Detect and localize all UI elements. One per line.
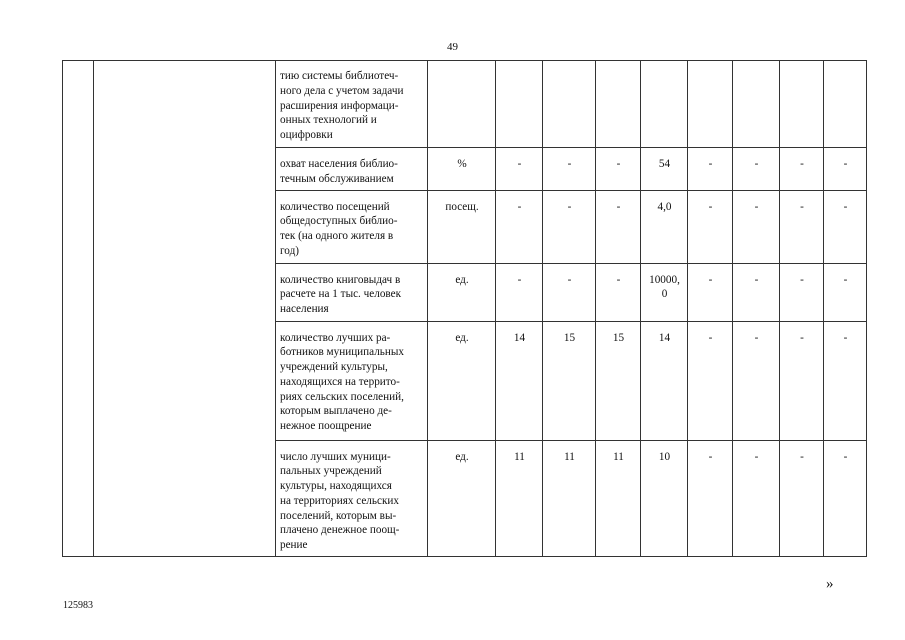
indicator-cell: тию системы библиотеч- ного дела с учетом задачи расширения информаци- онных технологий и оцифровки <box>276 61 428 148</box>
indicator-cell: количество посещений общедоступных библио- тек (на одного жителя в год) <box>276 190 428 263</box>
indicators-table <box>62 60 867 557</box>
value-cell: - <box>780 321 824 440</box>
value-cell: - <box>733 321 780 440</box>
value-cell: - <box>780 440 824 556</box>
value-cell: 10000, 0 <box>641 263 688 321</box>
value-cell: - <box>688 440 733 556</box>
value-cell: - <box>824 148 867 191</box>
value-cell: - <box>543 190 596 263</box>
value-cell: 11 <box>596 440 641 556</box>
unit-cell: ед. <box>428 263 496 321</box>
value-cell: - <box>543 263 596 321</box>
table-body <box>63 61 867 557</box>
value-cell: - <box>733 263 780 321</box>
value-cell <box>688 61 733 148</box>
indicator-cell: охват населения библио- течным обслуживанием <box>276 148 428 191</box>
value-cell: - <box>496 263 543 321</box>
value-cell: - <box>543 148 596 191</box>
indicator-cell: число лучших муници- пальных учреждений культуры, находящихся на территориях сельских поселений, которым вы- плачено денежное поощ- рение <box>276 440 428 556</box>
value-cell: - <box>596 263 641 321</box>
value-cell <box>824 61 867 148</box>
value-cell: - <box>733 440 780 556</box>
value-cell: - <box>688 148 733 191</box>
value-cell: - <box>824 190 867 263</box>
page-number: 49 <box>447 41 458 53</box>
value-cell: 14 <box>641 321 688 440</box>
measure-name-cell <box>94 61 276 557</box>
value-cell: 11 <box>543 440 596 556</box>
value-cell: - <box>780 148 824 191</box>
value-cell: - <box>688 263 733 321</box>
value-cell <box>543 61 596 148</box>
value-cell: 15 <box>596 321 641 440</box>
value-cell <box>496 61 543 148</box>
value-cell: - <box>596 190 641 263</box>
value-cell <box>641 61 688 148</box>
value-cell: 4,0 <box>641 190 688 263</box>
document-code: 125983 <box>63 600 93 611</box>
value-cell: 54 <box>641 148 688 191</box>
value-cell: - <box>824 440 867 556</box>
indicator-cell: количество книговыдач в расчете на 1 тыс. человек населения <box>276 263 428 321</box>
value-cell: 10 <box>641 440 688 556</box>
unit-cell: посещ. <box>428 190 496 263</box>
unit-cell: ед. <box>428 321 496 440</box>
value-cell <box>780 61 824 148</box>
unit-cell <box>428 61 496 148</box>
value-cell: - <box>780 190 824 263</box>
closing-quote: » <box>826 576 834 592</box>
value-cell: - <box>596 148 641 191</box>
value-cell: - <box>824 321 867 440</box>
unit-cell: % <box>428 148 496 191</box>
indicator-cell: количество лучших ра- ботников муниципальных учреждений культуры, находящихся на террито- риях сельских поселений, которым выплачено де- нежное поощрение <box>276 321 428 440</box>
value-cell: - <box>824 263 867 321</box>
value-cell: - <box>496 148 543 191</box>
row-number-cell <box>63 61 94 557</box>
value-cell: - <box>688 190 733 263</box>
value-cell: 14 <box>496 321 543 440</box>
value-cell: - <box>688 321 733 440</box>
value-cell: 11 <box>496 440 543 556</box>
value-cell: - <box>496 190 543 263</box>
value-cell: - <box>733 190 780 263</box>
value-cell: - <box>780 263 824 321</box>
unit-cell: ед. <box>428 440 496 556</box>
value-cell <box>596 61 641 148</box>
value-cell: 15 <box>543 321 596 440</box>
table-row <box>63 61 867 148</box>
value-cell: - <box>733 148 780 191</box>
value-cell <box>733 61 780 148</box>
